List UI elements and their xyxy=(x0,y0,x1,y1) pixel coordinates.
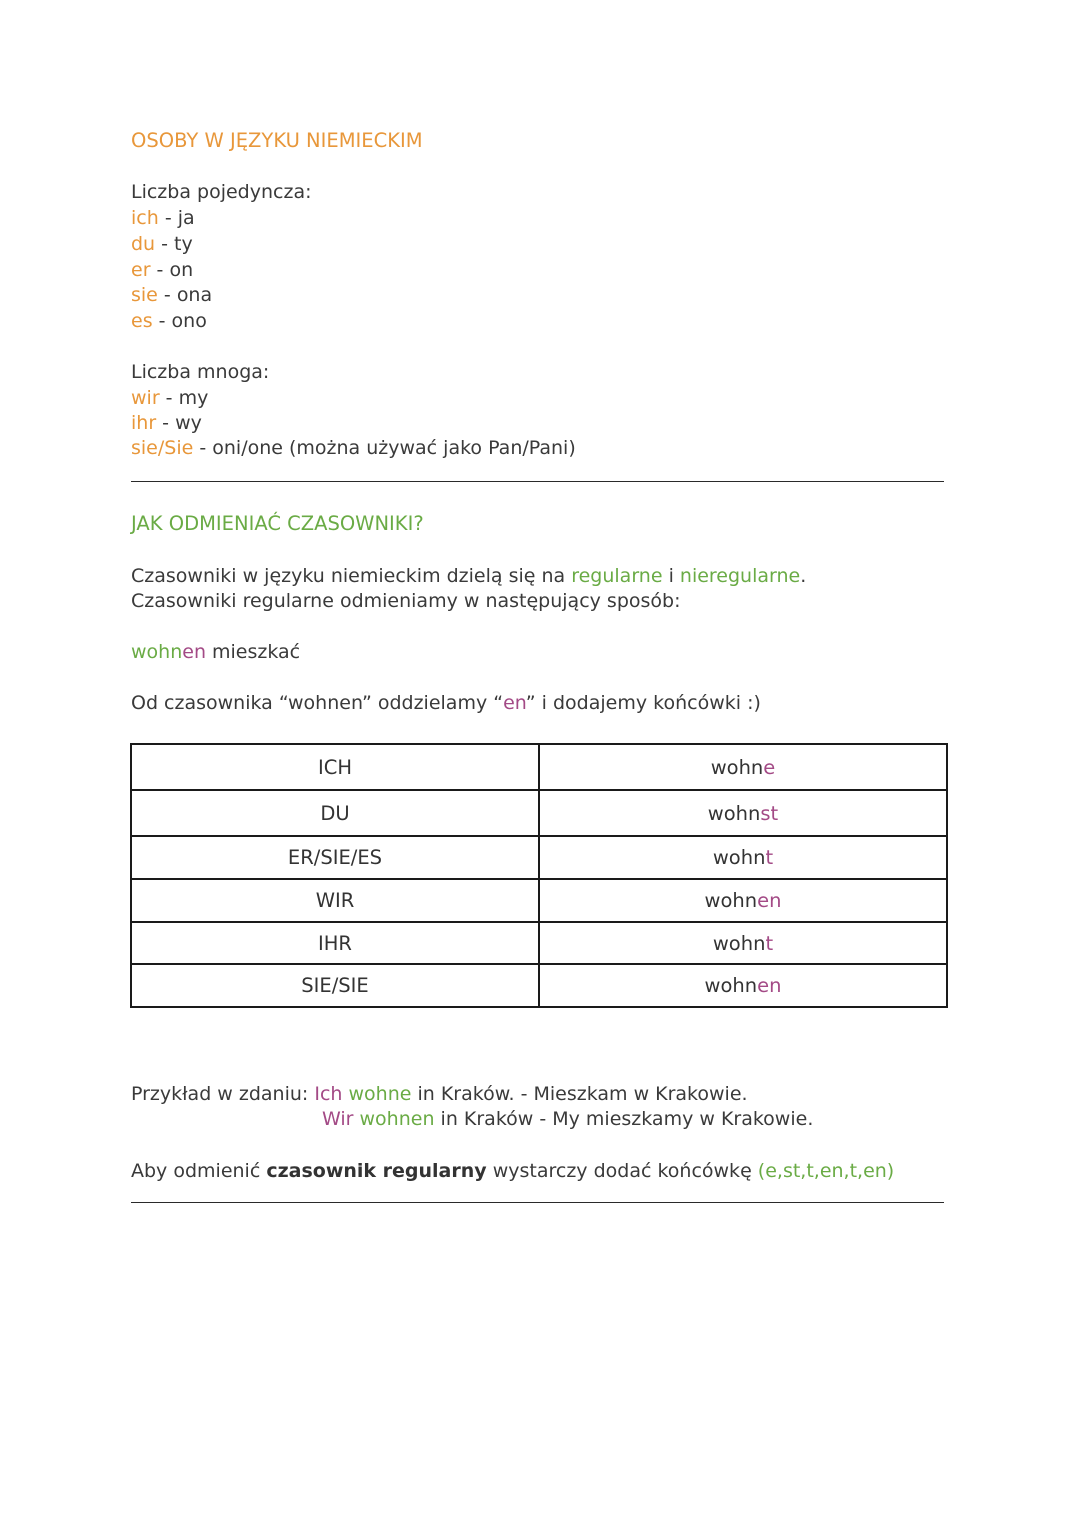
form-cell: wohnst xyxy=(539,790,947,836)
pronoun-row: wir - my xyxy=(131,387,209,409)
pronoun-row: sie - ona xyxy=(131,284,213,306)
section-title-persons: OSOBY W JĘZYKU NIEMIECKIM xyxy=(131,129,423,152)
pronoun-de: es xyxy=(131,310,153,332)
pronoun-pl: oni/one (można używać jako Pan/Pani) xyxy=(212,437,576,459)
form-cell: wohne xyxy=(539,744,947,790)
divider xyxy=(131,1202,944,1203)
person-cell: SIE/SIE xyxy=(131,964,539,1007)
example-sentence-2: Wir wohnen in Kraków - My mieszkamy w Krakowie. xyxy=(322,1108,814,1130)
person-cell: DU xyxy=(131,790,539,836)
form-cell: wohnen xyxy=(539,879,947,922)
pronoun-row: es - ono xyxy=(131,310,207,332)
table-row xyxy=(131,922,947,964)
example-verb: wohnen mieszkać xyxy=(131,641,301,663)
summary-line: Aby odmienić czasownik regularny wystarczy dodać końcówkę (e,st,t,en,t,en) xyxy=(131,1160,895,1182)
pronoun-pl: ja xyxy=(177,207,195,229)
conjugation-table xyxy=(130,743,948,1008)
pronoun-row: ihr - wy xyxy=(131,412,202,434)
pronoun-de: sie xyxy=(131,284,158,306)
pronoun-pl: ty xyxy=(174,233,193,255)
ending-en: en xyxy=(503,692,526,714)
plural-label: Liczba mnoga: xyxy=(131,361,270,383)
pronoun-row: sie/Sie - oni/one (można używać jako Pan/Pani) xyxy=(131,437,576,459)
pronoun-pl: on xyxy=(169,259,194,281)
form-cell: wohnt xyxy=(539,836,947,879)
summary-bold: czasownik regularny xyxy=(266,1160,487,1182)
pronoun-pl: ona xyxy=(176,284,213,306)
form-cell: wohnt xyxy=(539,922,947,964)
pronoun-row: du - ty xyxy=(131,233,193,255)
intro-line-1: Czasowniki w języku niemieckim dzielą się na regularne i nieregularne. xyxy=(131,565,807,587)
pronoun-pl: wy xyxy=(175,412,202,434)
person-cell: ER/SIE/ES xyxy=(131,836,539,879)
regular-term: regularne xyxy=(571,565,663,587)
pronoun-row: er - on xyxy=(131,259,194,281)
pronoun-pl: my xyxy=(178,387,209,409)
pronoun-pl: ono xyxy=(171,310,207,332)
table-row xyxy=(131,964,947,1007)
person-cell: WIR xyxy=(131,879,539,922)
person-cell: IHR xyxy=(131,922,539,964)
section-title-conjugation: JAK ODMIENIAĆ CZASOWNIKI? xyxy=(131,512,424,535)
form-cell: wohnen xyxy=(539,964,947,1007)
pronoun-row: ich - ja xyxy=(131,207,195,229)
pronoun-de: du xyxy=(131,233,156,255)
person-cell: ICH xyxy=(131,744,539,790)
irregular-term: nieregularne xyxy=(679,565,801,587)
table-row xyxy=(131,879,947,922)
pronoun-de: ich xyxy=(131,207,159,229)
divider xyxy=(131,481,944,482)
split-instruction: Od czasownika “wohnen” oddzielamy “en” i dodajemy końcówki :) xyxy=(131,692,761,714)
intro-line-2: Czasowniki regularne odmieniamy w następujący sposób: xyxy=(131,590,681,612)
table-row xyxy=(131,744,947,790)
pronoun-de: sie/Sie xyxy=(131,437,194,459)
example-sentence-1: Przykład w zdaniu: Ich wohne in Kraków. - Mieszkam w Krakowie. xyxy=(131,1083,748,1105)
pronoun-de: wir xyxy=(131,387,160,409)
table-row xyxy=(131,836,947,879)
table-row xyxy=(131,790,947,836)
singular-label: Liczba pojedyncza: xyxy=(131,181,312,203)
pronoun-de: ihr xyxy=(131,412,157,434)
pronoun-de: er xyxy=(131,259,151,281)
endings-list: (e,st,t,en,t,en) xyxy=(757,1160,895,1182)
